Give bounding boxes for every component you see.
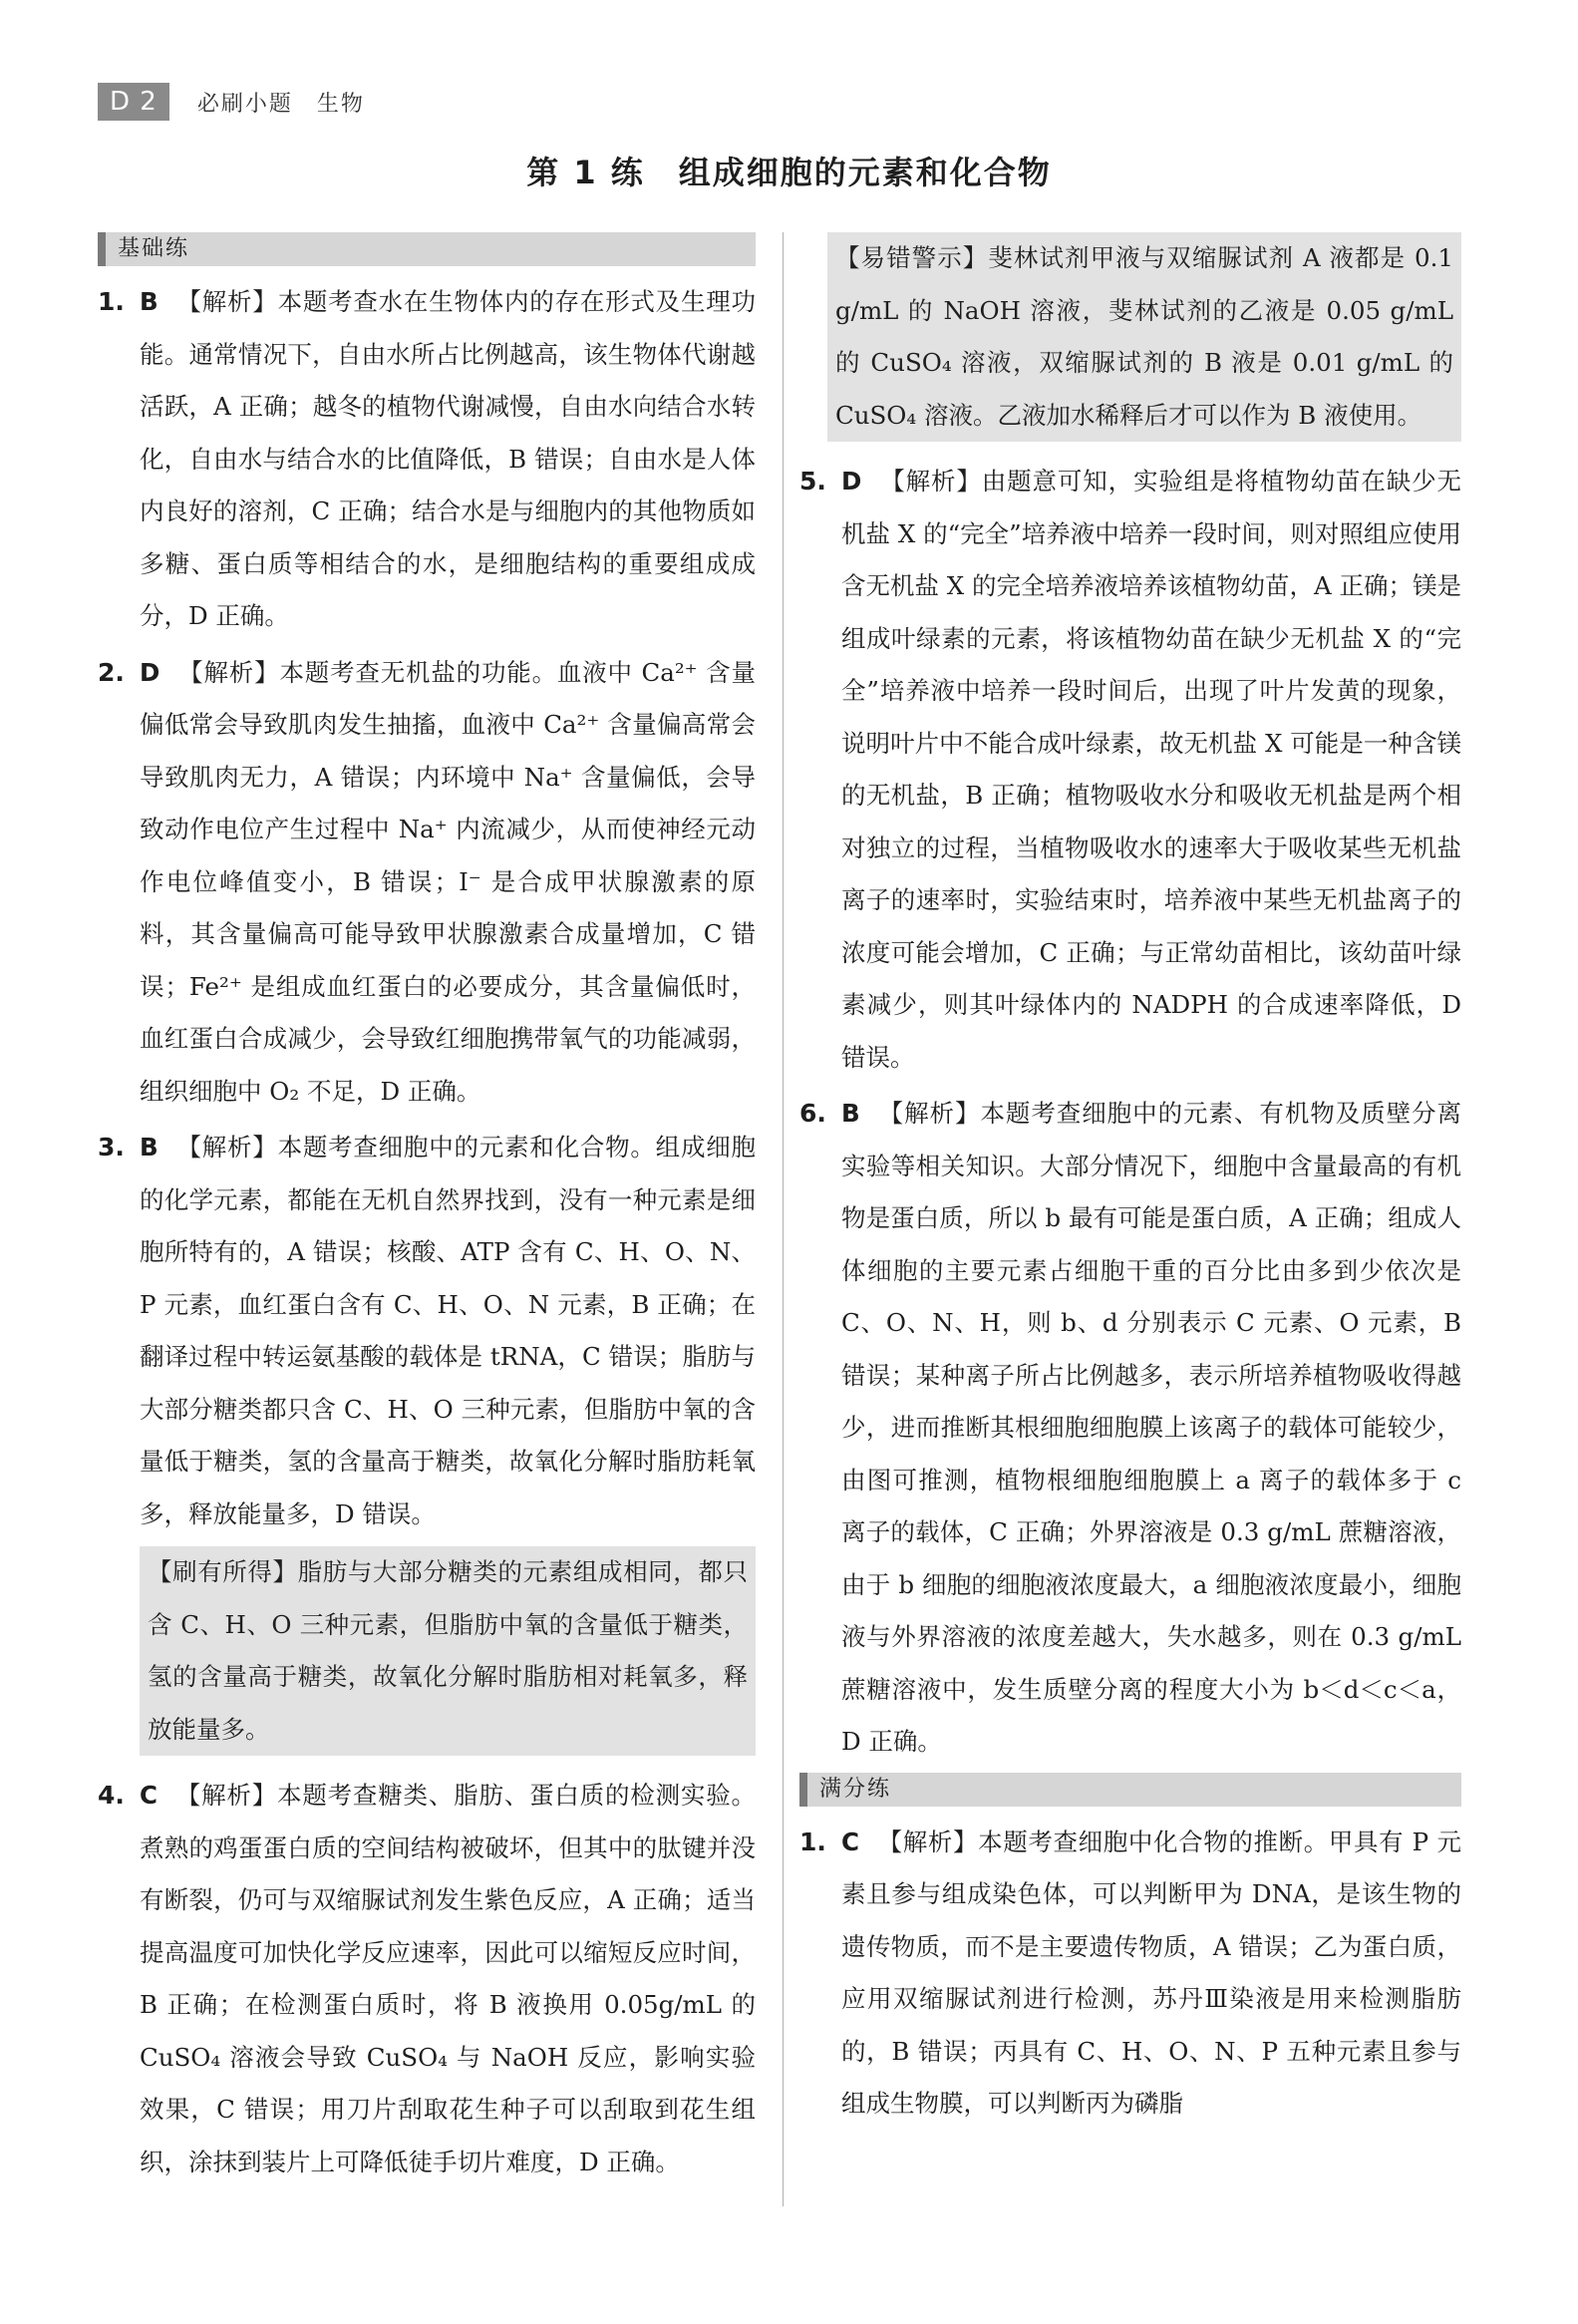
item-answer: B [841, 1099, 860, 1128]
item-number: 4. [98, 1781, 125, 1810]
item-number: 2. [98, 657, 125, 687]
item-text: 本题考查水在生物体内的存在形式及生理功能。通常情况下，自由水所占比例越高，该生物体代谢越活跃，A 正确；越冬的植物代谢减慢，自由水向结合水转化，自由水与结合水的比值降低，B 错误；自由水是人体内良好的溶剂，C 正确；结合水是与细胞内的其他物质如多糖、蛋白质等相结合的水，是细胞结构的重要组成成分，D 正确。 [140, 287, 757, 630]
item-answer: B [140, 1133, 158, 1162]
item-text: 本题考查细胞中的元素、有机物及质壁分离实验等相关知识。大部分情况下，细胞中含量最高的有机物是蛋白质，所以 b 最有可能是蛋白质，A 正确；组成人体细胞的主要元素占细胞干重的百分比由多到少依次是 C、O、N、H，则 b、d 分别表示 C 元素、O 元素，B 错误；某种离子所占比例越多，表示所培养植物吸收得越少，进而推断其根细胞细胞膜上该离子的载体可能较少，由图可推测，植物根细胞细胞膜上 a 离子的载体多于 c 离子的载体，C 正确；外界溶液是 0.3 g/mL 蔗糖溶液，由于 b 细胞的细胞液浓度最大，a 细胞液浓度最小，细胞液与外界溶液的浓度差越大，失水越多，则在 0.3 g/mL 蔗糖溶液中，发生质壁分离的程度大小为 b＜d＜c＜a，D 正确。 [841, 1099, 1462, 1756]
item-number: 6. [799, 1099, 826, 1128]
answer-item-4 [98, 1770, 756, 2188]
page-header [98, 80, 365, 124]
answer-item-full-1 [799, 1817, 1461, 2131]
item-tag: 【解析】 [877, 1099, 981, 1128]
answer-item-6 [799, 1088, 1461, 1769]
column-divider [783, 232, 784, 2206]
item-tag: 【解析】 [876, 1826, 979, 1856]
note-warning [827, 232, 1461, 442]
item-tag: 【解析】 [175, 1133, 278, 1162]
item-text: 本题考查细胞中的元素和化合物。组成细胞的化学元素，都能在无机自然界找到，没有一种元素是细胞所特有的，A 错误；核酸、ATP 含有 C、H、O、N、P 元素，血红蛋白含有 C、H、O、N 元素，B 正确；在翻译过程中转运氨基酸的载体是 tRNA，C 错误；脂肪与大部分糖类都只含 C、H、O 三种元素，但脂肪中氧的含量低于糖类，氢的含量高于糖类，故氧化分解时脂肪耗氧多，释放能量多，D 错误。 [140, 1133, 757, 1528]
item-number: 5. [799, 467, 826, 496]
item-text: 由题意可知，实验组是将植物幼苗在缺少无机盐 X 的“完全”培养液中培养一段时间，则对照组应使用含无机盐 X 的完全培养液培养该植物幼苗，A 正确；镁是组成叶绿素的元素，将该植物幼苗在缺少无机盐 X 的“完全”培养液中培养一段时间后，出现了叶片发黄的现象，说明叶片中不能合成叶绿素，故无机盐 X 可能是一种含镁的无机盐，B 正确；植物吸收水分和吸收无机盐是两个相对独立的过程，当植物吸收水的速率大于吸收某些无机盐离子的速率时，实验结束时，培养液中某些无机盐离子的浓度可能会增加，C 正确；与正常幼苗相比，该幼苗叶绿素减少，则其叶绿体内的 NADPH 的合成速率降低，D 错误。 [841, 467, 1462, 1072]
note-text: 斐林试剂甲液与双缩脲试剂 A 液都是 0.1 g/mL 的 NaOH 溶液，斐林试剂的乙液是 0.05 g/mL 的 CuSO₄ 溶液，双缩脲试剂的 B 液是 0.01 g/mL 的 CuSO₄ 溶液。乙液加水稀释后才可以作为 B 液使用。 [835, 243, 1453, 430]
item-number: 1. [98, 287, 125, 316]
page-title: 第 1 练 组成细胞的元素和化合物 [526, 154, 1052, 191]
section-header-full: 满分练 [799, 1773, 1461, 1807]
answer-item-3 [98, 1122, 756, 1540]
note-text: 脂肪与大部分糖类的元素组成相同，都只含 C、H、O 三种元素，但脂肪中氧的含量低于糖类，氢的含量高于糖类，故氧化分解时脂肪相对耗氧多，释放能量多。 [148, 1557, 749, 1744]
item-tag: 【解析】 [177, 657, 280, 687]
item-tag: 【解析】 [175, 287, 278, 316]
item-answer: B [140, 287, 158, 316]
section-header-basic: 基础练 [98, 232, 756, 266]
item-answer: D [841, 467, 862, 496]
item-answer: C [841, 1826, 859, 1856]
right-column [799, 232, 1461, 2135]
item-number: 1. [799, 1826, 826, 1856]
answer-item-1 [98, 276, 756, 643]
page-number-tag: D 2 [98, 83, 169, 121]
left-column [98, 232, 756, 2192]
note-tag: 【刷有所得】 [148, 1557, 298, 1586]
item-tag: 【解析】 [174, 1781, 278, 1810]
item-text: 本题考查无机盐的功能。血液中 Ca²⁺ 含量偏低常会导致肌肉发生抽搐，血液中 Ca²⁺ 含量偏高常会导致肌肉无力，A 错误；内环境中 Na⁺ 含量偏低，会导致动作电位产生过程中 Na⁺ 内流减少，从而使神经元动作电位峰值变小，B 错误；I⁻ 是合成甲状腺激素的原料，其含量偏高可能导致甲状腺激素合成量增加，C 错误；Fe²⁺ 是组成血红蛋白的必要成分，其含量偏低时，血红蛋白合成减少，会导致红细胞携带氧气的功能减弱，组织细胞中 O₂ 不足，D 正确。 [140, 657, 757, 1106]
answer-item-5 [799, 456, 1461, 1084]
item-number: 3. [98, 1133, 125, 1162]
book-name: 必刷小题 生物 [196, 91, 365, 117]
item-tag: 【解析】 [879, 467, 982, 496]
note-takeaway [140, 1546, 756, 1756]
item-text: 本题考查糖类、脂肪、蛋白质的检测实验。煮熟的鸡蛋蛋白质的空间结构被破坏，但其中的肽键并没有断裂，仍可与双缩脲试剂发生紫色反应，A 正确；适当提高温度可加快化学反应速率，因此可以缩短反应时间，B 正确；在检测蛋白质时，将 B 液换用 0.05g/mL 的 CuSO₄ 溶液会导致 CuSO₄ 与 NaOH 反应，影响实验效果，C 错误；用刀片刮取花生种子可以刮取到花生组织，涂抹到装片上可降低徒手切片难度，D 正确。 [140, 1781, 757, 2176]
note-tag: 【易错警示】 [835, 243, 989, 272]
item-answer: C [140, 1781, 158, 1810]
item-answer: D [140, 657, 160, 687]
item-text: 本题考查细胞中化合物的推断。甲具有 P 元素且参与组成染色体，可以判断甲为 DNA，是该生物的遗传物质，而不是主要遗传物质，A 错误；乙为蛋白质，应用双缩脲试剂进行检测，苏丹Ⅲ染液是用来检测脂肪的，B 错误；丙具有 C、H、O、N、P 五种元素且参与组成生物膜，可以判断丙为磷脂 [841, 1826, 1462, 2118]
answer-item-2 [98, 647, 756, 1119]
